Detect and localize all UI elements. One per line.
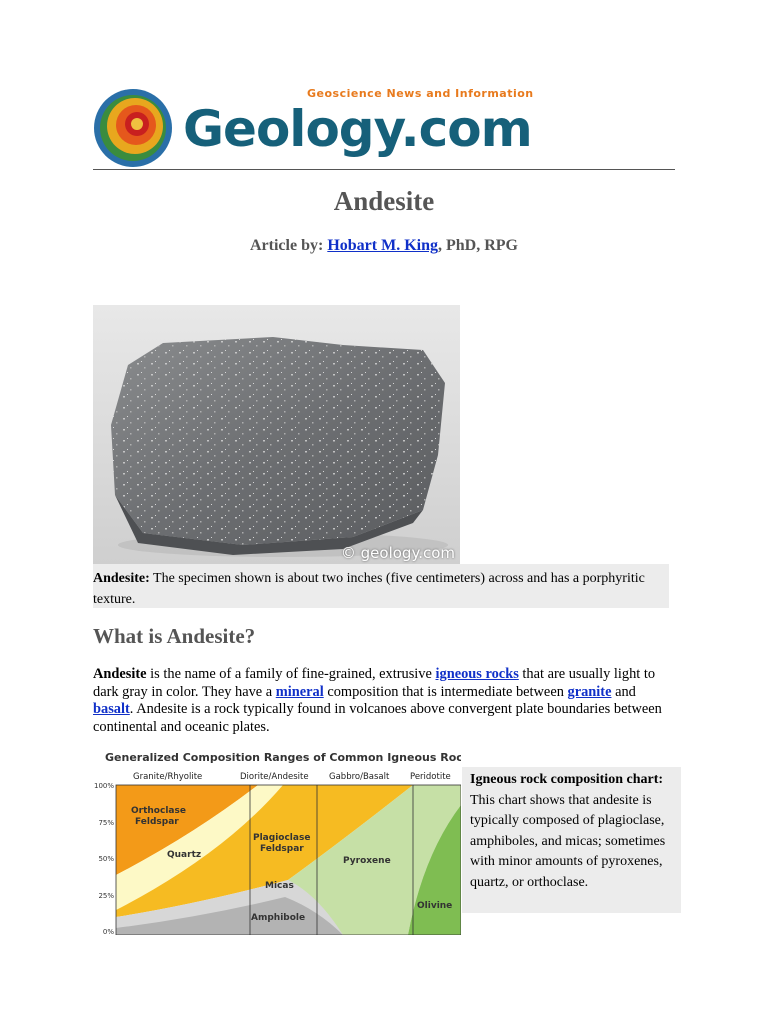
y-tick-label: 75% [98,819,114,827]
photo-watermark: © geology.com [340,544,455,562]
globe-icon [93,88,179,168]
chart-caption-text: This chart shows that andesite is typically composed of plagioclase, amphiboles, and micas; sometimes with minor amounts of pyroxenes, quartz, or orthoclase. [470,792,666,890]
category-label: Peridotite [410,772,451,782]
author-link[interactable]: Hobart M. King [327,237,438,254]
y-tick-label: 50% [98,855,114,863]
photo-caption-label: Andesite: [93,571,150,586]
paragraph-text: is the name of a family of fine-grained, extrusive [146,666,436,682]
chart-caption-label: Igneous rock composition chart: [470,772,664,787]
region-label-plagioclase: Plagioclase [253,833,311,843]
y-tick-label: 100% [93,782,114,790]
region-label-olivine: Olivine [417,901,453,911]
region-label-amphibole: Amphibole [251,913,306,923]
byline-prefix: Article by: [250,237,324,254]
paragraph-text: composition that is intermediate between [323,683,568,700]
photo-caption-text: The specimen shown is about two inches (five centimeters) across and has a porphyritic texture. [93,571,645,607]
region-label-quartz: Quartz [167,850,202,860]
intro-paragraph [93,666,673,736]
region-label-pyroxene: Pyroxene [343,856,391,866]
term-andesite: Andesite [93,666,147,682]
chart-title: Generalized Composition Ranges of Common Igneous Rocks [105,751,461,764]
category-label: Gabbro/Basalt [329,772,390,782]
photo-caption [93,564,669,608]
link-basalt[interactable]: basalt [93,701,130,717]
link-mineral[interactable]: mineral [275,683,324,700]
paragraph-text: . Andesite is a rock typically found in volcanoes above convergent plate boundaries between continental and oceanic plates. [93,701,662,735]
page-title: Andesite [333,186,435,216]
andesite-photo [93,305,460,564]
logo-wordmark: Geology.com [183,100,532,158]
region-label-micas: Micas [265,881,294,891]
category-label: Granite/Rhyolite [133,772,203,782]
paragraph-text: and [611,683,636,700]
igneous-composition-chart [93,745,461,935]
category-label: Diorite/Andesite [240,772,309,782]
chart-caption [462,767,681,913]
link-granite[interactable]: granite [567,683,612,700]
region-label-orthoclase: Feldspar [135,817,179,827]
region-label-orthoclase: Orthoclase [131,806,186,816]
logo-tagline: Geoscience News and Information [307,87,534,100]
region-label-plagioclase: Feldspar [260,844,304,854]
link-igneous-rocks[interactable]: igneous rocks [435,666,519,682]
y-tick-label: 0% [102,928,114,935]
y-tick-label: 25% [98,892,114,900]
paragraph-text: that are usually light to dark gray in color. They have a [93,666,656,700]
section-heading: What is Andesite? [93,624,256,648]
site-logo[interactable] [93,88,533,168]
byline [0,237,768,255]
header-divider [93,169,675,170]
author-credentials: , PhD, RPG [437,237,518,254]
